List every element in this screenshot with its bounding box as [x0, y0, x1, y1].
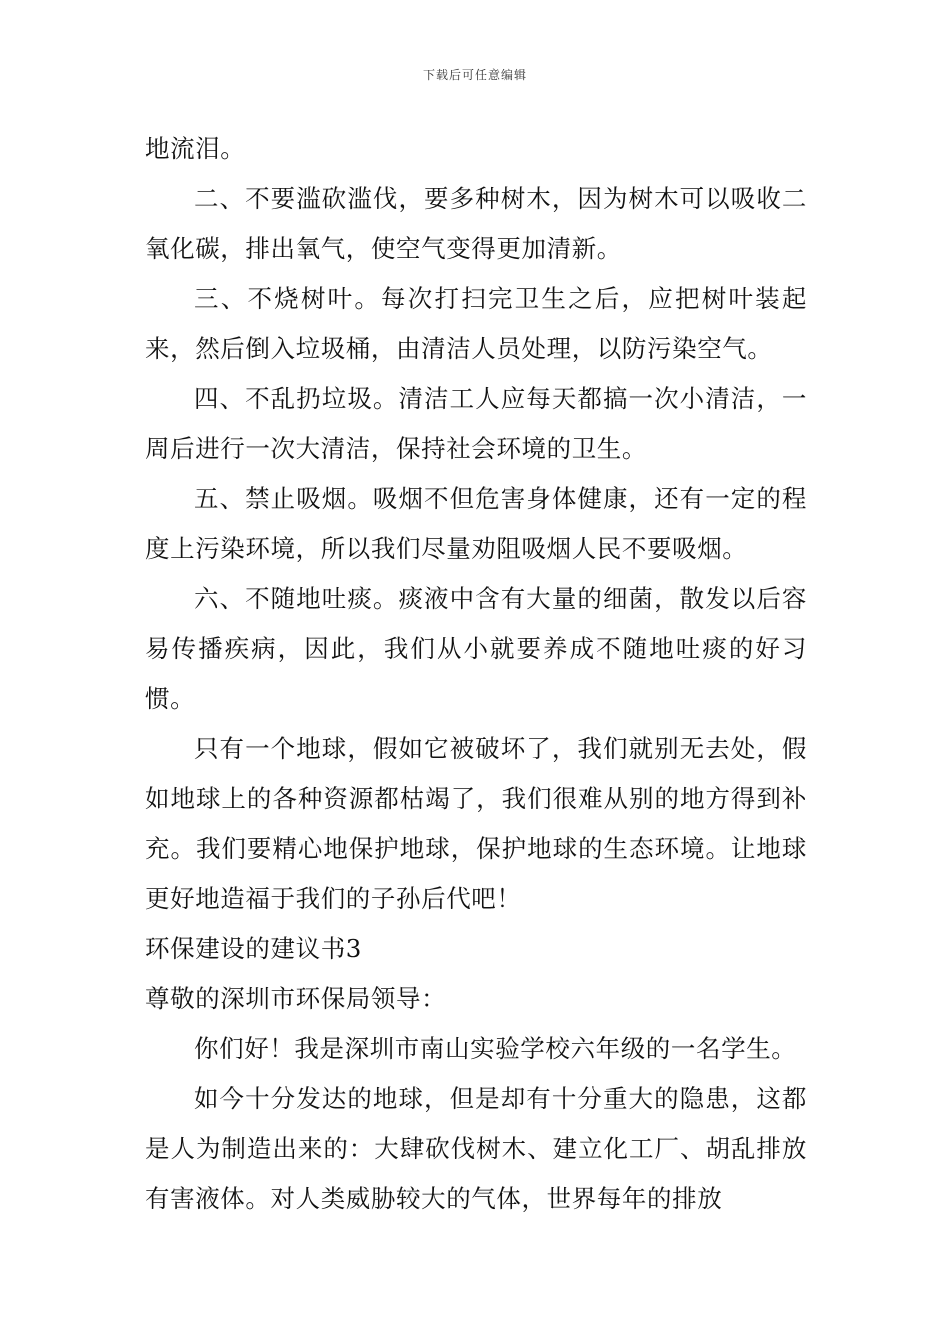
paragraph-item-4: 四、不乱扔垃圾。清洁工人应每天都搞一次小清洁，一周后进行一次大清洁，保持社会环境的卫生。 — [145, 384, 807, 463]
paragraph-item-5: 五、禁止吸烟。吸烟不但危害身体健康，还有一定的程度上污染环境，所以我们尽量劝阻吸烟人民不要吸烟。 — [145, 484, 807, 563]
page-header-note: 下载后可任意编辑 — [422, 68, 527, 82]
paragraph-item-3: 三、不烧树叶。每次打扫完卫生之后，应把树叶装起来，然后倒入垃圾桶，由清洁人员处理，以防污染空气。 — [145, 284, 807, 363]
paragraph-item-6: 六、不随地吐痰。痰液中含有大量的细菌，散发以后容易传播疾病，因此，我们从小就要养成不随地吐痰的好习惯。 — [145, 584, 807, 713]
paragraph-continuation: 地流泪。 — [145, 134, 246, 163]
paragraph-greeting: 你们好！我是深圳市南山实验学校六年级的一名学生。 — [194, 1034, 797, 1063]
paragraph-body: 如今十分发达的地球，但是却有十分重大的隐患，这都是人为制造出来的：大肆砍伐树木、建立化工厂、胡乱排放有害液体。对人类威胁较大的气体，世界每年的排放 — [145, 1084, 807, 1213]
salutation: 尊敬的深圳市环保局领导： — [145, 984, 447, 1013]
section-title: 环保建设的建议书3 — [145, 934, 362, 963]
paragraph-item-2: 二、不要滥砍滥伐，要多种树木，因为树木可以吸收二氧化碳，排出氧气，使空气变得更加清新。 — [145, 184, 807, 263]
paragraph-conclusion: 只有一个地球，假如它被破坏了，我们就别无去处，假如地球上的各种资源都枯竭了，我们很难从别的地方得到补充。我们要精心地保护地球，保护地球的生态环境。让地球更好地造福于我们的子孙后代吧！ — [145, 734, 807, 913]
document-body — [145, 124, 807, 1224]
